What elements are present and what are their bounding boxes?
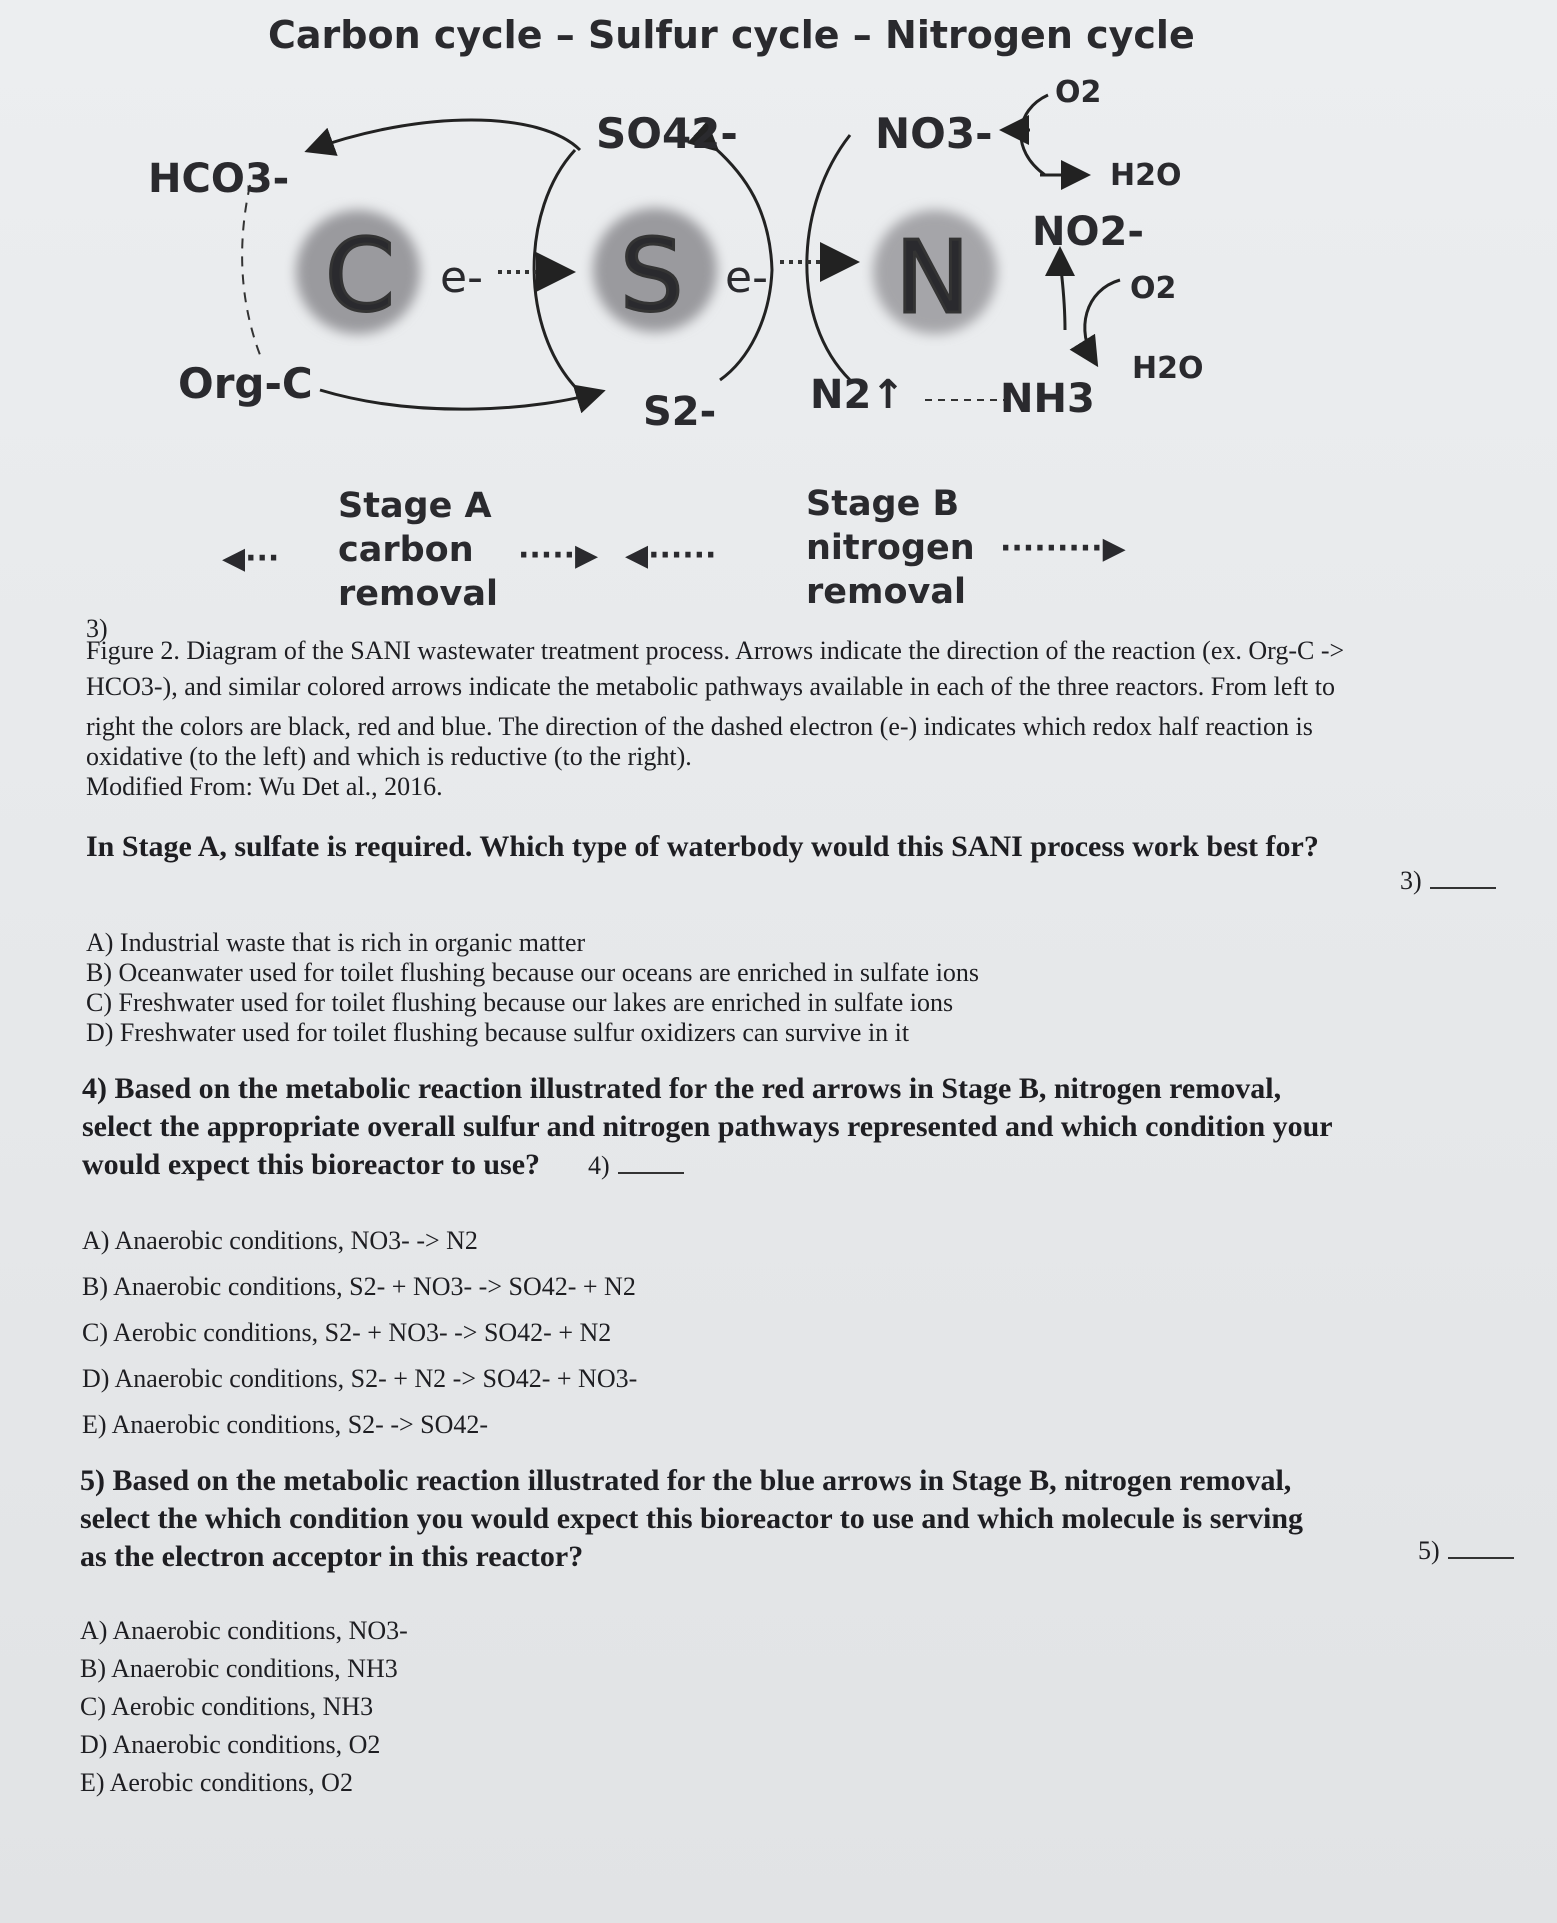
carbon-arc [310, 120, 580, 150]
o2-curve-top [1021, 95, 1048, 175]
stage-a-line3: removal [338, 574, 498, 614]
sulfur-letter: S [620, 217, 684, 334]
q4-line1: 4) Based on the metabolic reaction illustrated for the red arrows in Stage B, nitrogen removal, [82, 1072, 1282, 1105]
q5-answer-slot [1418, 1536, 1514, 1566]
sani-diagram [0, 0, 1557, 640]
caption-line4: oxidative (to the left) and which is reductive (to the right). [86, 742, 692, 771]
stage-a-line1: Stage A [338, 486, 492, 526]
nitrogen-letter: N [895, 219, 970, 336]
q3-question: In Stage A, sulfate is required. Which type of waterbody would this SANI process work best for? [86, 830, 1319, 863]
stage-a-right-arrow: ·····▶ [518, 538, 599, 573]
electron-label-2: e- [725, 252, 768, 303]
sulfur-arc-right [807, 135, 850, 380]
sulfur-arc-left [534, 150, 578, 390]
caption-number: 3) [86, 614, 108, 643]
stage-a-left-arrow: ◀··· [222, 541, 280, 576]
q3-answer-label: 3) [1400, 866, 1422, 895]
no2-up-arrow [1060, 252, 1065, 330]
q5-question [80, 1462, 1303, 1576]
stage-a-label [338, 484, 498, 616]
q5-option-c[interactable]: C) Aerobic conditions, NH3 [80, 1692, 374, 1721]
so4-label: SO42- [596, 109, 738, 158]
o2-top-label: O2 [1055, 75, 1102, 110]
caption-line3: right the colors are black, red and blue. The direction of the dashed electron (e-) indicates which redox half reaction is [86, 712, 1313, 741]
q4-option-d[interactable]: D) Anaerobic conditions, S2- + N2 -> SO42- + NO3- [82, 1364, 638, 1393]
q3-answer-blank[interactable] [1430, 869, 1496, 889]
stage-b-left-arrow: ◀······ [625, 538, 717, 573]
stage-b-line3: removal [806, 572, 966, 612]
q4-option-e[interactable]: E) Anaerobic conditions, S2- -> SO42- [82, 1410, 489, 1439]
q4-answer-blank[interactable] [618, 1154, 684, 1174]
figure-caption [86, 636, 1344, 802]
q5-line3: as the electron acceptor in this reactor? [80, 1540, 584, 1573]
q4-question [82, 1070, 1333, 1184]
no2-label: NO2- [1032, 209, 1144, 255]
n2-label: N2↑ [810, 372, 905, 418]
h2o-bottom-label: H2O [1132, 351, 1204, 386]
q4-options [82, 1218, 637, 1448]
org-c-label: Org-C [178, 359, 313, 408]
o2-curve-mid [1085, 280, 1120, 362]
q3-option-c[interactable]: C) Freshwater used for toilet flushing because our lakes are enriched in sulfate ions [86, 988, 954, 1017]
stage-b-line1: Stage B [806, 484, 960, 524]
stage-b-label [806, 482, 975, 614]
carbon-dashed-link [242, 185, 262, 360]
q4-option-a[interactable]: A) Anaerobic conditions, NO3- -> N2 [82, 1226, 478, 1255]
carbon-arc-lower [320, 390, 600, 409]
q3-option-b[interactable]: B) Oceanwater used for toilet flushing because our oceans are enriched in sulfate ions [86, 958, 980, 987]
q3-option-a[interactable]: A) Industrial waste that is rich in organic matter [86, 928, 586, 957]
q5-option-b[interactable]: B) Anaerobic conditions, NH3 [80, 1654, 398, 1683]
q4-option-b[interactable]: B) Anaerobic conditions, S2- + NO3- -> SO42- + N2 [82, 1272, 636, 1301]
s2-label: S2- [643, 389, 717, 435]
q5-options [80, 1612, 408, 1802]
q5-answer-label: 5) [1418, 1536, 1440, 1565]
q3-answer-slot [1400, 866, 1496, 896]
no3-label: NO3- [875, 109, 993, 158]
q5-option-e[interactable]: E) Aerobic conditions, O2 [80, 1768, 353, 1797]
q3-option-d[interactable]: D) Freshwater used for toilet flushing because sulfur oxidizers can survive in it [86, 1018, 910, 1047]
q3-options [86, 928, 979, 1048]
q5-option-d[interactable]: D) Anaerobic conditions, O2 [80, 1730, 381, 1759]
caption-line2: HCO3-), and similar colored arrows indicate the metabolic pathways available in each of the three reactors. From left to [86, 672, 1335, 701]
hco3-label: HCO3- [148, 156, 290, 202]
electron-label-1: e- [440, 252, 483, 303]
q4-line2: select the appropriate overall sulfur and nitrogen pathways represented and which condition your [82, 1110, 1333, 1143]
q4-option-c[interactable]: C) Aerobic conditions, S2- + NO3- -> SO42- + N2 [82, 1318, 612, 1347]
stage-b-line2: nitrogen [806, 528, 975, 568]
q4-line3-text: would expect this bioreactor to use? [82, 1148, 541, 1181]
q4-answer-label: 4) [588, 1151, 610, 1180]
caption-source: Modified From: Wu Det al., 2016. [86, 772, 443, 801]
q4-line3 [82, 1146, 1333, 1184]
carbon-letter: C [325, 217, 395, 334]
q5-line2: select the which condition you would expect this bioreactor to use and which molecule is serving [80, 1502, 1304, 1535]
q5-option-a[interactable]: A) Anaerobic conditions, NO3- [80, 1616, 408, 1645]
q5-line1: 5) Based on the metabolic reaction illustrated for the blue arrows in Stage B, nitrogen removal, [80, 1464, 1292, 1497]
diagram-title: Carbon cycle – Sulfur cycle – Nitrogen cycle [268, 13, 1195, 57]
h2o-top-label: H2O [1110, 158, 1182, 193]
caption-line1: Figure 2. Diagram of the SANI wastewater treatment process. Arrows indicate the direction of the reaction (ex. Org-C -> [86, 636, 1345, 665]
o2-mid-label: O2 [1130, 271, 1177, 306]
q5-answer-blank[interactable] [1448, 1539, 1514, 1559]
stage-b-right-arrow: ·········▶ [1000, 531, 1126, 566]
stage-a-line2: carbon [338, 530, 474, 570]
nh3-label: NH3 [1000, 376, 1095, 422]
